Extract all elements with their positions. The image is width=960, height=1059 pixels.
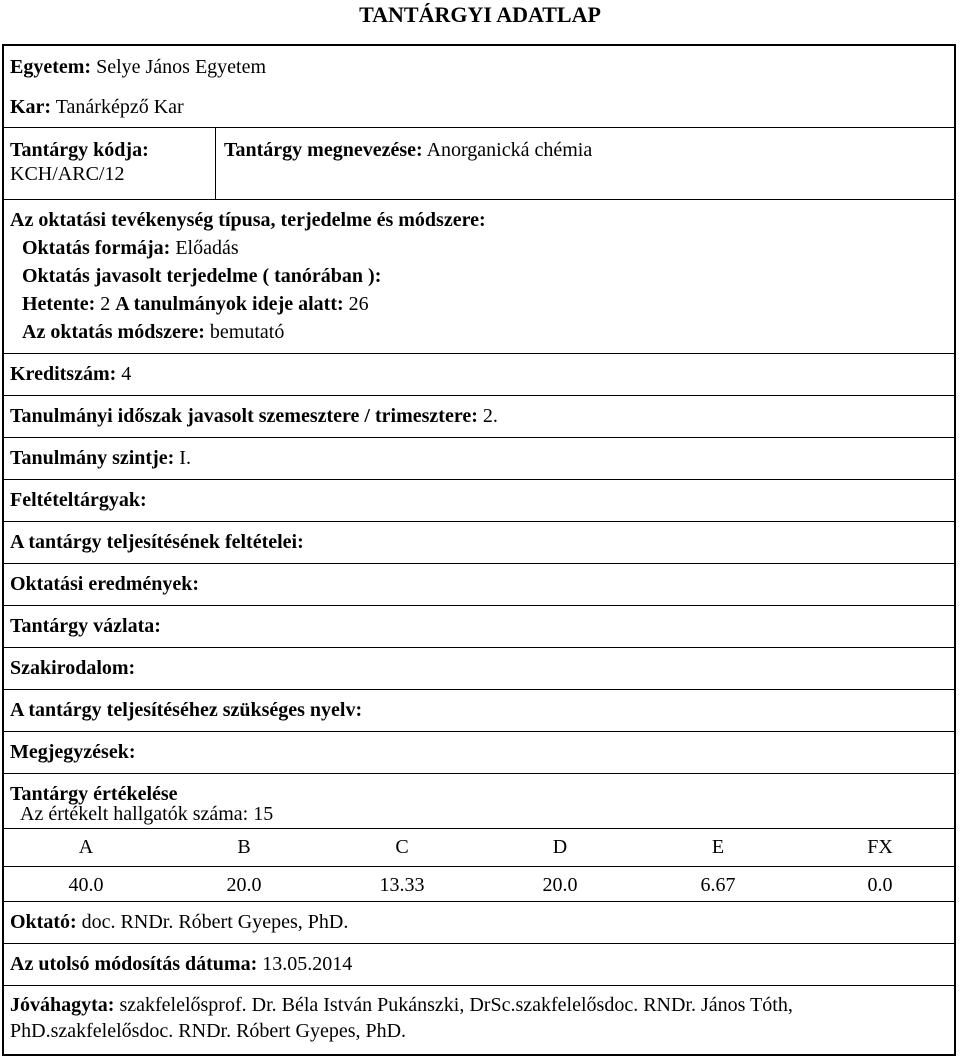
grade-a: A <box>78 836 94 858</box>
literature-row <box>4 648 954 690</box>
semester-label: Tanulmányi időszak javasolt szemesztere / trimesztere: <box>10 405 478 427</box>
course-code-cell <box>4 128 216 200</box>
level-value: I. <box>179 447 191 469</box>
percent-d: 20.0 <box>542 874 578 896</box>
percent-c: 13.33 <box>379 874 425 896</box>
prerequisites-row <box>4 480 954 522</box>
method-value: bemutató <box>209 321 285 343</box>
total-label: A tanulmányok ideje alatt: <box>115 293 344 315</box>
conditions-label: A tantárgy teljesítésének feltételei: <box>10 531 304 553</box>
outline-label: Tantárgy vázlata: <box>10 615 161 637</box>
course-sheet <box>2 44 956 1056</box>
grade-e: E <box>711 836 725 858</box>
credits-label: Kreditszám: <box>10 363 117 385</box>
weekly-value: 2 <box>100 293 111 315</box>
teacher-label: Oktató: <box>10 911 77 933</box>
semester-value: 2. <box>482 405 498 427</box>
modified-row <box>4 944 954 986</box>
grade-table-middle-rule <box>4 866 954 867</box>
course-name-value: Anorganická chémia <box>426 139 593 161</box>
percent-e: 6.67 <box>700 874 736 896</box>
semester-row <box>4 396 954 438</box>
form-label: Oktatás formája: <box>22 237 171 259</box>
faculty-label: Kar: <box>10 96 52 118</box>
course-name-label: Tantárgy megnevezése: <box>224 139 423 161</box>
weekly-label: Hetente: <box>22 293 96 315</box>
approved-row <box>4 988 954 1054</box>
language-label: A tantárgy teljesítéséhez szükséges nyelv: <box>10 699 363 721</box>
course-identity-row <box>4 128 954 200</box>
grade-fx: FX <box>867 836 893 858</box>
university-label: Egyetem: <box>10 56 92 78</box>
approved-label: Jóváhagyta: <box>10 994 115 1016</box>
form-value: Előadás <box>175 237 239 259</box>
approved-value: szakfelelősprof. Dr. Béla István Pukánszki, DrSc.szakfelelősdoc. RNDr. János Tóth, PhD.szakfelelősdoc. RNDr. Róbert Gyepes, PhD. <box>10 994 793 1042</box>
outcomes-label: Oktatási eredmények: <box>10 573 200 595</box>
outcomes-row <box>4 564 954 606</box>
grade-table-top-rule <box>4 828 954 829</box>
university-value: Selye János Egyetem <box>96 56 267 78</box>
total-value: 26 <box>348 293 369 315</box>
activity-heading: Az oktatási tevékenység típusa, terjedelme és módszere: <box>10 209 486 231</box>
credits-value: 4 <box>121 363 132 385</box>
grade-c: C <box>395 836 409 858</box>
level-row <box>4 438 954 480</box>
course-code-label: Tantárgy kódja: <box>10 139 149 161</box>
teacher-value: doc. RNDr. Róbert Gyepes, PhD. <box>81 911 349 933</box>
literature-label: Szakirodalom: <box>10 657 136 679</box>
teacher-row <box>4 902 954 944</box>
evaluation-heading: Tantárgy értékelése <box>10 783 178 805</box>
level-label: Tanulmány szintje: <box>10 447 175 469</box>
percent-a: 40.0 <box>68 874 104 896</box>
notes-row <box>4 732 954 774</box>
grade-b: B <box>237 836 251 858</box>
course-code-value: KCH/ARC/12 <box>10 163 125 185</box>
language-row <box>4 690 954 732</box>
prerequisites-label: Feltételtárgyak: <box>10 489 147 511</box>
modified-label: Az utolsó módosítás dátuma: <box>10 953 258 975</box>
percent-fx: 0.0 <box>867 874 893 896</box>
course-name-cell <box>224 138 592 162</box>
notes-label: Megjegyzések: <box>10 741 136 763</box>
conditions-row <box>4 522 954 564</box>
activity-section <box>4 200 954 354</box>
grade-d: D <box>552 836 568 858</box>
university-row <box>4 46 954 86</box>
credits-row <box>4 354 954 396</box>
faculty-value: Tanárképző Kar <box>55 96 184 118</box>
modified-value: 13.05.2014 <box>262 953 353 975</box>
method-label: Az oktatás módszere: <box>22 321 205 343</box>
evaluation-section <box>4 774 954 902</box>
document-title: TANTÁRGYI ADATLAP <box>359 2 601 27</box>
scope-label: Oktatás javasolt terjedelme ( tanórában ): <box>22 265 382 287</box>
percent-b: 20.0 <box>226 874 262 896</box>
outline-row <box>4 606 954 648</box>
evaluated-count: Az értékelt hallgatók száma: 15 <box>20 803 274 825</box>
faculty-row <box>4 86 954 128</box>
